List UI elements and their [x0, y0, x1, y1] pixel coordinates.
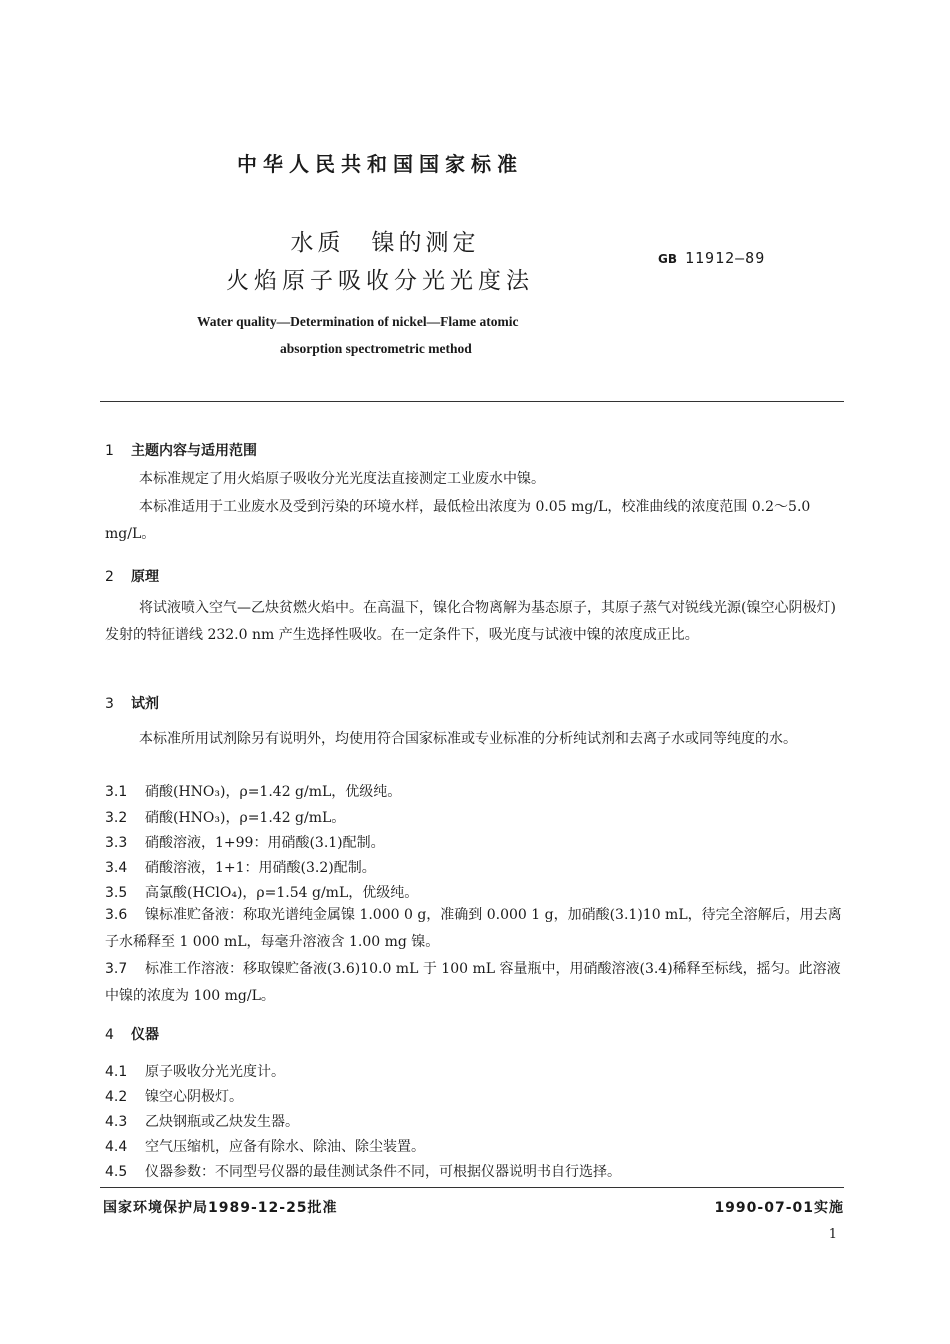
english-title-line1: Water quality—Determination of nickel—Flame atomic [197, 314, 519, 329]
section-1-para2: 本标准适用于工业废水及受到污染的环境水样，最低检出浓度为 0.05 mg/L，校准曲线的浓度范围 0.2～5.0 mg/L。 [105, 499, 811, 542]
implementation-date: 1990-07-01实施 [714, 1200, 844, 1216]
document-title-line1: 水质 镍的测定 [290, 230, 480, 256]
approval-date: 国家环境保护局1989-12-25批准 [103, 1200, 338, 1216]
section-title: 原理 [131, 569, 159, 585]
footer-divider [100, 1187, 844, 1188]
list-item: 4.5 仪器参数：不同型号仪器的最佳测试条件不同，可根据仪器说明书自行选择。 [105, 1164, 621, 1180]
header-divider [100, 401, 844, 402]
list-item: 4.2 镍空心阴极灯。 [105, 1089, 243, 1105]
list-item: 4.1 原子吸收分光光度计。 [105, 1064, 285, 1080]
list-item-3-7: 3.7 标准工作溶液：移取镍贮备液(3.6)10.0 mL 于 100 mL 容量瓶中，用硝酸溶液(3.4)稀释至标线，摇匀。此溶液中镍的浓度为 100 mg/L。 [105, 961, 841, 1004]
section-2-para1: 将试液喷入空气—乙炔贫燃火焰中。在高温下，镍化合物离解为基态原子，其原子蒸气对锐线光源(镍空心阴极灯)发射的特征谱线 232.0 nm 产生选择性吸收。在一定条件下，吸光度与试液中镍的浓度成正比。 [105, 600, 836, 643]
list-item: 3.4 硝酸溶液，1+1：用硝酸(3.2)配制。 [105, 860, 376, 876]
standard-number [658, 249, 765, 267]
document-title-line2: 火焰原子吸收分光光度法 [226, 268, 534, 294]
list-item: 3.3 硝酸溶液，1+99：用硝酸(3.1)配制。 [105, 835, 385, 851]
section-number: 4 [105, 1027, 114, 1043]
list-item: 3.5 高氯酸(HClO₄)，ρ=1.54 g/mL，优级纯。 [105, 885, 419, 901]
section-title: 主题内容与适用范围 [131, 443, 257, 459]
list-item: 3.2 硝酸(HNO₃)，ρ=1.42 g/mL。 [105, 810, 346, 826]
section-number: 3 [105, 696, 114, 712]
section-3-heading [105, 693, 159, 713]
list-item: 4.3 乙炔钢瓶或乙炔发生器。 [105, 1114, 299, 1130]
section-2-heading [105, 566, 159, 586]
page-number: 1 [828, 1227, 837, 1242]
list-item: 3.1 硝酸(HNO₃)，ρ=1.42 g/mL，优级纯。 [105, 784, 402, 800]
national-standard-heading: 中华人民共和国国家标准 [237, 152, 523, 176]
standard-prefix: GB [658, 252, 677, 266]
section-title: 仪器 [131, 1027, 159, 1043]
list-item-3-6: 3.6 镍标准贮备液：称取光谱纯金属镍 1.000 0 g，准确到 0.000 1 g，加硝酸(3.1)10 mL，待完全溶解后，用去离子水稀释至 1 000 mL，每毫升溶液含 1.00 mg 镍。 [105, 907, 842, 950]
section-number: 2 [105, 569, 114, 585]
section-4-heading [105, 1024, 159, 1044]
section-number: 1 [105, 443, 114, 459]
section-3-intro: 本标准所用试剂除另有说明外，均使用符合国家标准或专业标准的分析纯试剂和去离子水或同等纯度的水。 [139, 731, 797, 747]
list-item: 4.4 空气压缩机，应备有除水、除油、除尘装置。 [105, 1139, 425, 1155]
standard-number-value: 11912—89 [685, 249, 766, 267]
section-1-para1: 本标准规定了用火焰原子吸收分光光度法直接测定工业废水中镍。 [139, 471, 545, 487]
english-title-line2: absorption spectrometric method [280, 341, 472, 356]
section-title: 试剂 [131, 696, 159, 712]
section-1-heading [105, 440, 257, 460]
